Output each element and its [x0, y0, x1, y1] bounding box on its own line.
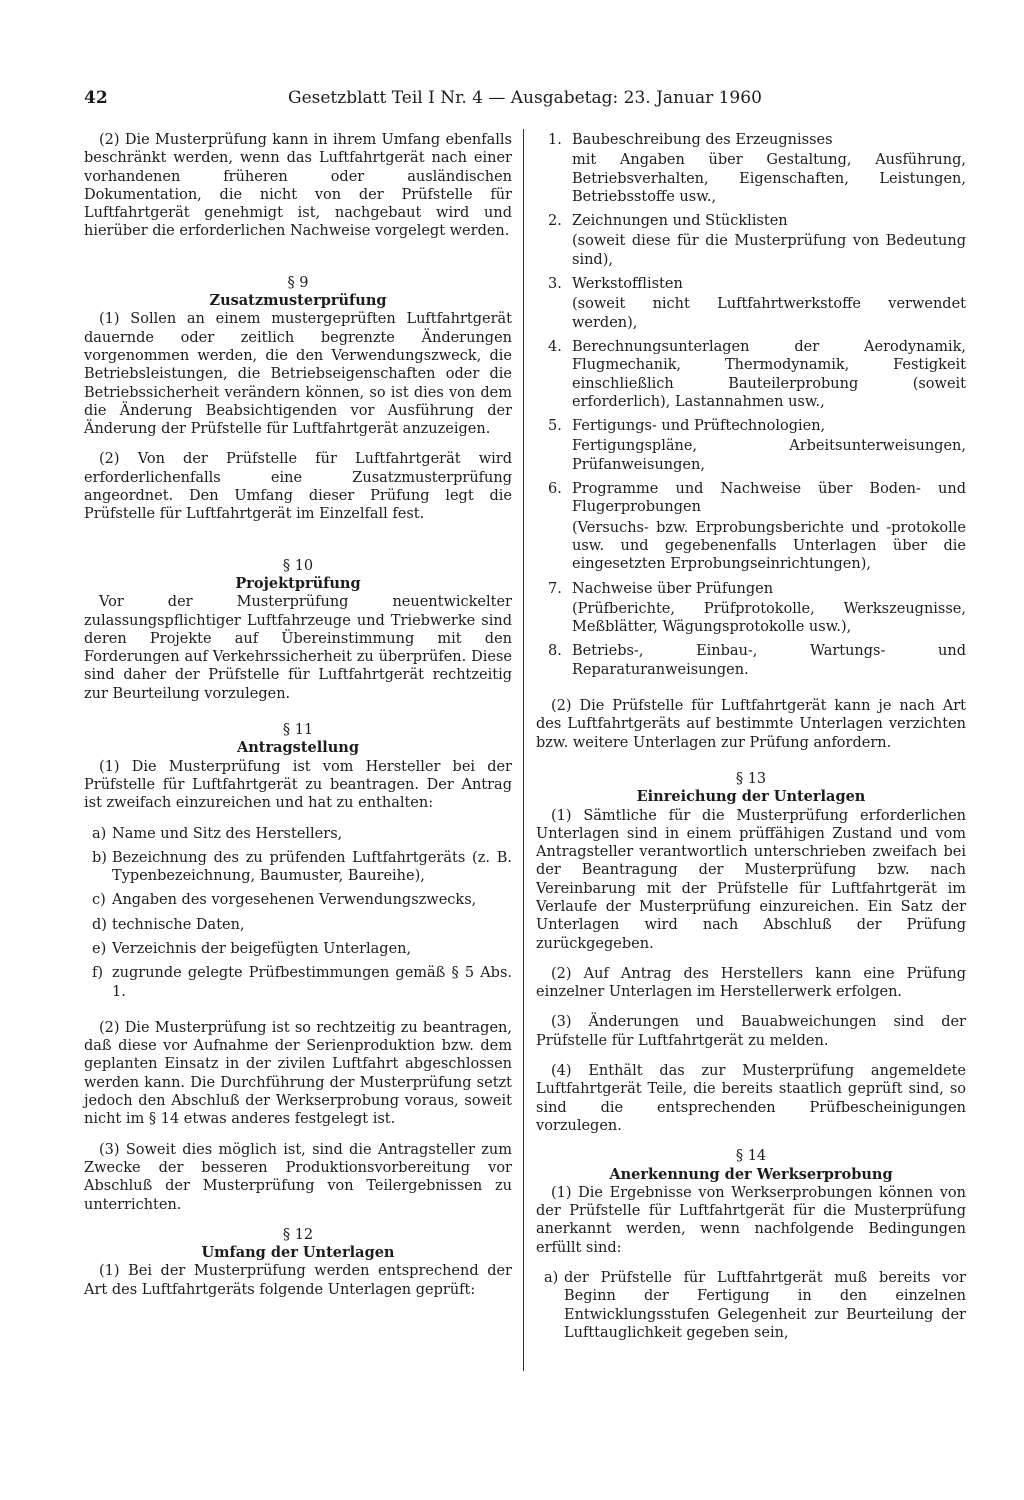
paragraph: (1) Sollen an einem mustergeprüften Luftfahrtgerät dauernde oder zeitlich begrenzte Änderungen vorgenommen werden, die den Verwendungszweck, die Betriebsleistungen, die Betriebseigenschaften oder die Betriebssicherheit verändern können, so ist dies von dem die Änderung Beabsichtigenden vor Ausführung der Änderung der Prüfstelle für Luftfahrtgerät anzuzeigen.	[84, 311, 512, 438]
section-number: § 11	[282, 722, 314, 739]
paragraph: (2) Die Prüfstelle für Luftfahrtgerät kann je nach Art des Luftfahrtgeräts auf bestimmte Unterlagen verzichten bzw. weitere Unterlagen zur Prüfung anfordern.	[536, 698, 966, 751]
list-item: a) der Prüfstelle für Luftfahrtgerät muß bereits vor Beginn der Fertigung in den einzelnen Entwicklungsstufen Gelegenheit zur Beurteilung der Lufttauglichkeit gegeben sein,	[544, 1270, 966, 1341]
paragraph: (2) Die Musterprüfung ist so rechtzeitig zu beantragen, daß diese vor Aufnahme der Serienproduktion bzw. dem geplanten Einsatz in der zivilen Luftfahrt abgeschlossen werden kann. Die Durchführung der Musterprüfung setzt jedoch den Abschluß der Werkserprobung voraus, soweit nicht im § 14 etwas anderes festgelegt ist.	[84, 1019, 512, 1128]
section-number: § 10	[282, 557, 314, 574]
paragraph: (2) Auf Antrag des Herstellers kann eine Prüfung einzelner Unterlagen im Herstellerwerk erfolgen.	[536, 965, 966, 1001]
item-list	[536, 1269, 966, 1342]
paragraph: (3) Soweit dies möglich ist, sind die Antragsteller zum Zwecke der besseren Produktionsvorbereitung vor Abschluß der Musterprüfung von Teilergebnissen zu unterrichten.	[84, 1141, 512, 1213]
paragraph: (1) Die Musterprüfung ist vom Hersteller bei der Prüfstelle für Luftfahrtgerät zu beantragen. Der Antrag ist zweifach einzureichen und hat zu enthalten:	[84, 758, 512, 812]
section-number: § 14	[735, 1148, 767, 1165]
section-title: Einreichung der Unterlagen	[636, 788, 866, 806]
header-title: Gesetzblatt Teil I Nr. 4 — Ausgabetag: 23. Januar 1960	[288, 88, 762, 108]
section-number: § 13	[735, 770, 767, 787]
right-column	[536, 131, 966, 1348]
section-title: Projektprüfung	[235, 574, 361, 592]
page-number: 42	[84, 88, 108, 108]
column-divider	[523, 129, 524, 1371]
left-column	[84, 131, 512, 1299]
list-item: 2. Zeichnungen und Stücklisten (soweit diese für die Musterprüfung von Bedeutung sind),	[548, 213, 966, 268]
list-item: 4. Berechnungsunterlagen der Aerodynamik, Flugmechanik, Thermodynamik, Festigkeit einschließlich Bauteilerprobung (soweit erforderlich), Lastannahmen usw.,	[548, 338, 966, 410]
page-header	[84, 87, 762, 109]
list-item: 8. Betriebs-, Einbau-, Wartungs- und Reparaturanweisungen.	[548, 643, 966, 678]
paragraph: (1) Die Ergebnisse von Werkserprobungen können von der Prüfstelle für Luftfahrtgerät für die Musterprüfung anerkannt werden, wenn nachfolgende Bedingungen erfüllt sind:	[536, 1184, 966, 1256]
paragraph: (1) Bei der Musterprüfung werden entsprechend der Art des Luftfahrtgeräts folgende Unterlagen geprüft:	[84, 1263, 512, 1298]
section-number: § 12	[282, 1226, 314, 1243]
list-item: d) technische Daten,	[92, 916, 245, 933]
section-title: Antragstellung	[237, 739, 359, 757]
list-item: c) Angaben des vorgesehenen Verwendungszwecks,	[92, 892, 477, 909]
list-item: f) zugrunde gelegte Prüfbestimmungen gemäß § 5 Abs. 1.	[92, 965, 512, 1000]
paragraph: (4) Enthält das zur Musterprüfung angemeldete Luftfahrtgerät Teile, die bereits staatlich geprüft sind, so sind die entsprechenden Prüfbescheinigungen vorzulegen.	[536, 1063, 966, 1134]
section-title: Umfang der Unterlagen	[201, 1244, 395, 1262]
item-list	[84, 825, 512, 1001]
numbered-list	[536, 131, 966, 679]
list-item: a) Name und Sitz des Herstellers,	[92, 825, 343, 842]
section-title: Zusatzmusterprüfung	[209, 292, 387, 310]
list-item: b) Bezeichnung des zu prüfenden Luftfahrtgeräts (z. B. Typenbezeichnung, Baumuster, Baureihe),	[92, 849, 512, 885]
list-item: 6. Programme und Nachweise über Boden- und Flugerprobungen (Versuchs- bzw. Erprobungsberichte und -protokolle usw. und gegebenenfalls Unterlagen über die eingesetzten Erprobungseinrichtungen),	[548, 481, 966, 573]
paragraph: (3) Änderungen und Bauabweichungen sind der Prüfstelle für Luftfahrtgerät zu melden.	[536, 1014, 966, 1049]
section-number: § 9	[287, 274, 309, 291]
paragraph: (2) Von der Prüfstelle für Luftfahrtgerät wird erforderlichenfalls eine Zusatzmusterprüfung angeordnet. Den Umfang dieser Prüfung legt die Prüfstelle für Luftfahrtgerät im Einzelfall fest.	[84, 451, 512, 523]
list-item: 3. Werkstofflisten (soweit nicht Luftfahrtwerkstoffe verwendet werden),	[548, 276, 966, 331]
list-item: 5. Fertigungs- und Prüftechnologien, Fertigungspläne, Arbeitsunterweisungen, Prüfanweisungen,	[548, 418, 966, 473]
paragraph: Vor der Musterprüfung neuentwickelter zulassungspflichtiger Luftfahrzeuge und Triebwerke sind deren Projekte auf Übereinstimmung mit den Forderungen auf Verkehrssicherheit zu überprüfen. Diese sind daher der Prüfstelle für Luftfahrtgerät rechtzeitig zur Beurteilung vorzulegen.	[84, 594, 512, 702]
section-title: Anerkennung der Werkserprobung	[609, 1165, 893, 1183]
paragraph: (2) Die Musterprüfung kann in ihrem Umfang ebenfalls beschränkt werden, wenn das Luftfahrtgerät nach einer vorhandenen früheren oder ausländischen Dokumentation, die nicht von der Prüfstelle für Luftfahrtgerät genehmigt ist, nachgebaut wird und hierüber die erforderlichen Nachweise vorgelegt werden.	[84, 132, 512, 240]
list-item: e) Verzeichnis der beigefügten Unterlagen,	[92, 940, 412, 957]
paragraph: (1) Sämtliche für die Musterprüfung erforderlichen Unterlagen sind in einem prüffähigen Zustand und vom Antragsteller verantwortlich unterschrieben zweifach bei der Beantragung der Musterprüfung bzw. nach Vereinbarung mit der Prüfstelle für Luftfahrtgerät im Verlaufe der Musterprüfung einzureichen. Ein Satz der Unterlagen wird nach Abschluß der Prüfung zurückgegeben.	[536, 807, 966, 952]
list-item: 7. Nachweise über Prüfungen (Prüfberichte, Prüfprotokolle, Werkszeugnisse, Meßblätter, Wägungsprotokolle usw.),	[548, 580, 966, 636]
list-item: 1. Baubeschreibung des Erzeugnisses mit Angaben über Gestaltung, Ausführung, Betriebsverhalten, Eigenschaften, Leistungen, Betriebsstoffe usw.,	[548, 132, 966, 205]
